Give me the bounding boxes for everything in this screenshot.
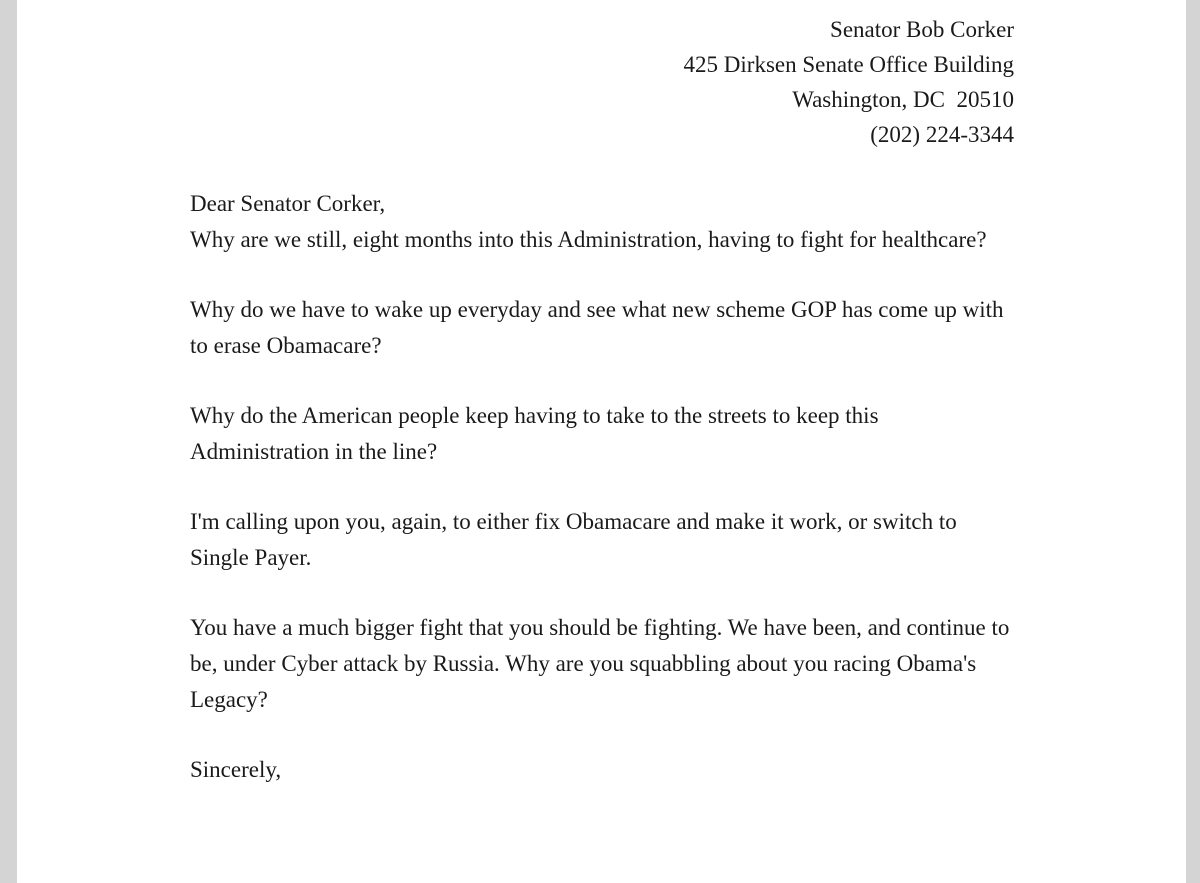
recipient-phone: (202) 224-3344 — [870, 122, 1014, 147]
letter-content — [190, 12, 1014, 788]
recipient-city: Washington, DC 20510 — [792, 87, 1014, 112]
paragraph-4: I'm calling upon you, again, to either fix Obamacare and make it work, or switch to Single Payer. — [190, 509, 957, 570]
letter-page — [17, 0, 1186, 883]
salutation: Dear Senator Corker, — [190, 191, 386, 216]
paragraph-1: Why are we still, eight months into this Administration, having to fight for healthcare? — [190, 227, 987, 252]
closing: Sincerely, — [190, 757, 282, 782]
paragraph-3: Why do the American people keep having to take to the streets to keep this Administration in the line? — [190, 403, 879, 464]
recipient-name: Senator Bob Corker — [830, 17, 1014, 42]
recipient-address-block — [190, 12, 1014, 152]
paragraph-2: Why do we have to wake up everyday and see what new scheme GOP has come up with to erase Obamacare? — [190, 297, 1004, 358]
letter-body — [190, 222, 1014, 718]
recipient-street: 425 Dirksen Senate Office Building — [683, 52, 1014, 77]
paragraph-5: You have a much bigger fight that you should be fighting. We have been, and continue to be, under Cyber attack by Russia. Why are you squabbling about you racing Obama's Legacy? — [190, 615, 1010, 712]
